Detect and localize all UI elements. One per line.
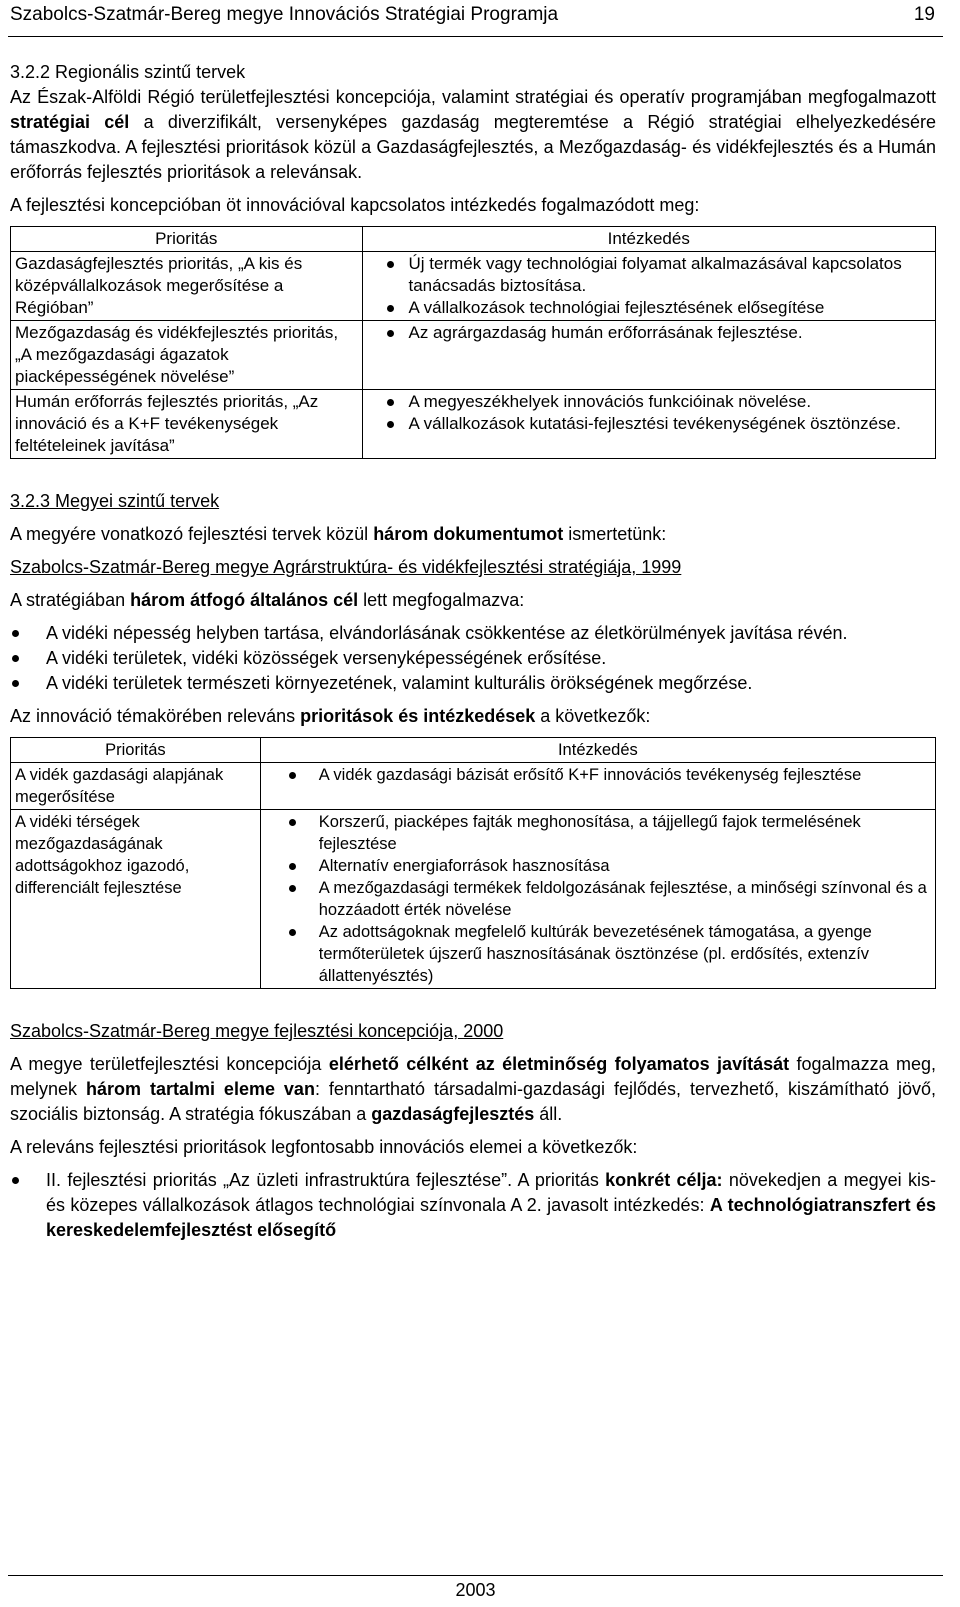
column-header-measure: Intézkedés xyxy=(260,738,935,763)
text: A megyére vonatkozó fejlesztési tervek közül xyxy=(10,524,374,544)
list-item: A megyeszékhelyek innovációs funkcióinak növelése. xyxy=(383,391,932,413)
paragraph-goals-intro xyxy=(10,588,936,613)
innovation-elements-list xyxy=(10,1168,936,1243)
paragraph-development-concept xyxy=(10,1052,936,1127)
list-item: Az adottságoknak megfelelő kultúrák bevezetésének támogatása, a gyenge termőterületek újszerű hasznosításának ösztönzése (pl. erdősítés, extenzív állattenyésztés) xyxy=(285,921,931,987)
text: II. fejlesztési prioritás „Az üzleti infrastruktúra fejlesztése”. A prioritás xyxy=(46,1170,606,1190)
text: ismertetünk: xyxy=(563,524,667,544)
document-title: Szabolcs-Szatmár-Bereg megye Innovációs Stratégiai Programja xyxy=(10,4,559,25)
list-item: Alternatív energiaforrások hasznosítása xyxy=(285,855,931,877)
paragraph-innovation-elements-intro: A releváns fejlesztési prioritások legfontosabb innovációs elemei a következők: xyxy=(10,1137,638,1157)
bold-text: konkrét célja: xyxy=(605,1170,723,1190)
paragraph-innovation-intro xyxy=(10,704,936,729)
paragraph-regional xyxy=(10,85,936,185)
table-row xyxy=(11,321,936,390)
text: áll. xyxy=(534,1104,563,1124)
list-item: A vidéki területek, vidéki közösségek versenyképességének erősítése. xyxy=(10,646,936,671)
bold-text: A technológiatranszfert és kereskedelemfejlesztést elősegítő xyxy=(46,1195,936,1240)
bold-text: három átfogó általános cél xyxy=(130,590,359,610)
text: a következők: xyxy=(535,706,651,726)
text: Az innováció témakörében releváns xyxy=(10,706,301,726)
table-row xyxy=(11,252,936,321)
goals-list xyxy=(10,621,936,696)
table-row xyxy=(11,810,936,989)
list-item: A vállalkozások technológiai fejlesztésének elősegítése xyxy=(383,297,932,319)
page-header xyxy=(8,0,943,37)
text: : fenntartható társadalmi-gazdasági fejlődés, tervezhető, kiszámítható jövő, szociális biztonság. A stratégia fókuszában a xyxy=(10,1079,937,1124)
measures-cell xyxy=(362,252,936,321)
column-header-priority: Prioritás xyxy=(11,738,261,763)
priority-cell: Gazdaságfejlesztés prioritás, „A kis és középvállalkozások megerősítése a Régióban” xyxy=(11,252,363,321)
list-item: A vidéki népesség helyben tartása, elvándorlásának csökkentése az életkörülmények javítása révén. xyxy=(10,621,936,646)
paragraph-measures-intro: A fejlesztési koncepcióban öt innovációval kapcsolatos intézkedés fogalmazódott meg: xyxy=(10,195,700,215)
bold-text: prioritások és intézkedések xyxy=(300,706,536,726)
priority-cell: Humán erőforrás fejlesztés prioritás, „Az innováció és a K+F tevékenységek feltételeinek javítása” xyxy=(11,390,363,459)
priority-cell: A vidéki térségek mezőgazdaságának adottságokhoz igazodó, differenciált fejlesztése xyxy=(11,810,261,989)
regional-priority-table xyxy=(10,226,936,459)
list-item: A vidéki területek természeti környezetének, valamint kulturális örökségének megőrzése. xyxy=(10,671,936,696)
bold-text: három dokumentumot xyxy=(373,524,564,544)
column-header-measure: Intézkedés xyxy=(362,227,936,252)
column-header-priority: Prioritás xyxy=(11,227,363,252)
section-heading-323: 3.2.3 Megyei szintű tervek xyxy=(10,491,220,511)
text: A megye területfejlesztési koncepciója xyxy=(10,1054,329,1074)
list-item: Korszerű, piacképes fajták meghonosítása, a tájjellegű fajok termelésének fejlesztése xyxy=(285,811,931,855)
text: Az Észak-Alföldi Régió területfejlesztési koncepciója, valamint stratégiai és operatív programjában megfogalmazott xyxy=(10,87,936,107)
measures-cell xyxy=(362,390,936,459)
priority-cell: A vidék gazdasági alapjának megerősítése xyxy=(11,763,261,810)
page-footer xyxy=(8,1575,943,1601)
footer-year: 2003 xyxy=(455,1580,496,1600)
list-item xyxy=(10,1168,936,1243)
bold-text: elérhető célként az életminőség folyamatos javítását xyxy=(328,1054,790,1074)
bold-text: három tartalmi eleme van xyxy=(85,1079,315,1099)
document-title-development-concept: Szabolcs-Szatmár-Bereg megye fejlesztési koncepciója, 2000 xyxy=(10,1021,504,1041)
bold-text: stratégiai cél xyxy=(10,112,130,132)
priority-cell: Mezőgazdaság és vidékfejlesztés prioritás, „A mezőgazdasági ágazatok piacképességének növelése” xyxy=(11,321,363,390)
list-item: Új termék vagy technológiai folyamat alkalmazásával kapcsolatos tanácsadás biztosítása. xyxy=(383,253,932,297)
page-content xyxy=(10,60,936,1243)
measures-cell xyxy=(260,763,935,810)
bold-text: gazdaságfejlesztés xyxy=(371,1104,535,1124)
table-row xyxy=(11,390,936,459)
list-item: A mezőgazdasági termékek feldolgozásának fejlesztése, a minőségi színvonal és a hozzáadott érték növelése xyxy=(285,877,931,921)
text: A stratégiában xyxy=(10,590,131,610)
measures-cell xyxy=(260,810,935,989)
text: növekedjen a megyei kis- és közepes vállalkozások átlagos technológiai színvonala A 2. javasolt intézkedés: xyxy=(46,1170,936,1215)
agrarian-priority-table xyxy=(10,737,936,989)
table-row xyxy=(11,763,936,810)
page-number: 19 xyxy=(913,4,935,25)
text: a diverzifikált, versenyképes gazdaság megteremtése a Régió stratégiai elhelyezkedésére támaszkodva. A fejlesztési prioritások közül a Gazdaságfejlesztés, a Mezőgazdaság- és vidékfejlesztés és a Humán erőforrás fejlesztés prioritások a relevánsak. xyxy=(10,112,936,182)
section-heading-322: 3.2.2 Regionális szintű tervek xyxy=(10,62,246,82)
list-item: Az agrárgazdaság humán erőforrásának fejlesztése. xyxy=(383,322,932,344)
list-item: A vidék gazdasági bázisát erősítő K+F innovációs tevékenység fejlesztése xyxy=(285,764,931,786)
measures-cell xyxy=(362,321,936,390)
list-item: A vállalkozások kutatási-fejlesztési tevékenységének ösztönzése. xyxy=(383,413,932,435)
paragraph-county-intro xyxy=(10,522,936,547)
text: fogalmazza meg, melynek xyxy=(10,1054,937,1099)
document-title-agrarian-strategy: Szabolcs-Szatmár-Bereg megye Agrárstruktúra- és vidékfejlesztési stratégiája, 1999 xyxy=(10,557,682,577)
text: lett megfogalmazva: xyxy=(358,590,525,610)
